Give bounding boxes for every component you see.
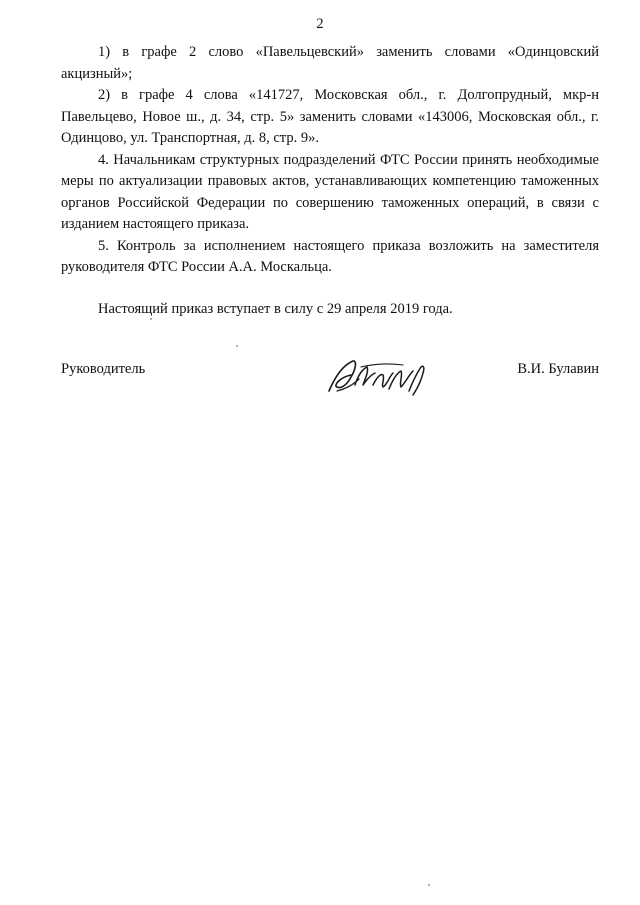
paragraph-amendment-column-4: 2) в графе 4 слова «141727, Московская обл., г. Долгопрудный, мкр-н Павельцево, Новое ш., д. 34, стр. 5» заменить словами «143006, Московская обл., г. Одинцово, ул. Транспортная, д. 8, стр. 9». [61, 87, 599, 146]
page-number: 2 [316, 16, 324, 32]
handwritten-signature-icon [323, 355, 433, 399]
scan-speck [236, 345, 238, 347]
signature-block [61, 355, 599, 405]
effective-date-statement: Настоящий приказ вступает в силу с 29 апреля 2019 года. [98, 300, 453, 317]
scan-speck [428, 884, 430, 886]
paragraph-item-4-instructions: 4. Начальникам структурных подразделений ФТС России принять необходимые меры по актуализации правовых актов, устанавливающих компетенцию таможенных органов Российской Федерации по совершению таможенных операций, в связи с изданием настоящего приказа. [61, 151, 599, 232]
paragraph-item-5-control: 5. Контроль за исполнением настоящего приказа возложить на заместителя руководителя ФТС России А.А. Москальца. [61, 237, 599, 275]
paragraph-amendment-column-2: 1) в графе 2 слово «Павельцевский» заменить словами «Одинцовский акцизный»; [61, 44, 599, 82]
scan-speck [150, 318, 152, 320]
signatory-title: Руководитель [61, 361, 146, 377]
document-body [61, 42, 599, 320]
signatory-name: В.И. Булавин [517, 361, 599, 377]
